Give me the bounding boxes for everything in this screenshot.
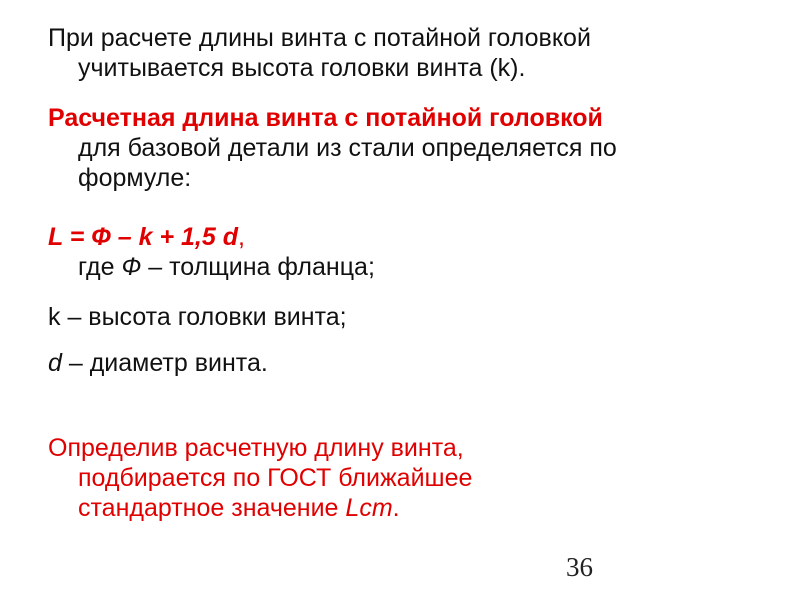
d-definition-paragraph xyxy=(48,348,778,378)
where-symbol: Ф xyxy=(121,253,142,281)
intro-line-2: учитывается высота головки винта (k). xyxy=(78,54,526,82)
formula-intro-heading: Расчетная длина винта с потайной головкой xyxy=(48,104,603,132)
conclusion-line-2: подбирается по ГОСТ ближайшее xyxy=(78,464,473,492)
conclusion-paragraph xyxy=(48,433,778,523)
conclusion-line-3-text: стандартное значение xyxy=(78,494,346,522)
lst-symbol: Lст xyxy=(345,494,393,522)
formula-paragraph xyxy=(48,222,778,282)
intro-line-1: При расчете длины винта с потайной головкой xyxy=(48,24,591,52)
d-symbol: d xyxy=(48,349,62,377)
formula-intro-line-3: формуле: xyxy=(78,164,192,192)
conclusion-line-3 xyxy=(48,493,778,523)
d-definition-line xyxy=(48,348,778,378)
formula-intro-line-2: для базовой детали из стали определяется по xyxy=(78,134,617,162)
where-prefix: где xyxy=(78,253,122,281)
page-number: 36 xyxy=(566,552,593,582)
conclusion-line-1: Определив расчетную длину винта, xyxy=(48,434,464,462)
where-text: – толщина фланца; xyxy=(141,253,375,281)
formula-intro-paragraph xyxy=(48,103,778,193)
conclusion-line-3-tail: . xyxy=(392,494,400,522)
d-definition: – диаметр винта. xyxy=(61,349,268,377)
k-definition-paragraph xyxy=(48,302,778,332)
k-definition: k – высота головки винта; xyxy=(48,303,347,331)
formula-line xyxy=(48,222,778,252)
intro-paragraph xyxy=(48,23,778,83)
formula-tail: , xyxy=(238,223,245,251)
formula-where-line xyxy=(48,252,778,282)
formula: L = Ф – k + 1,5 d xyxy=(48,223,238,251)
